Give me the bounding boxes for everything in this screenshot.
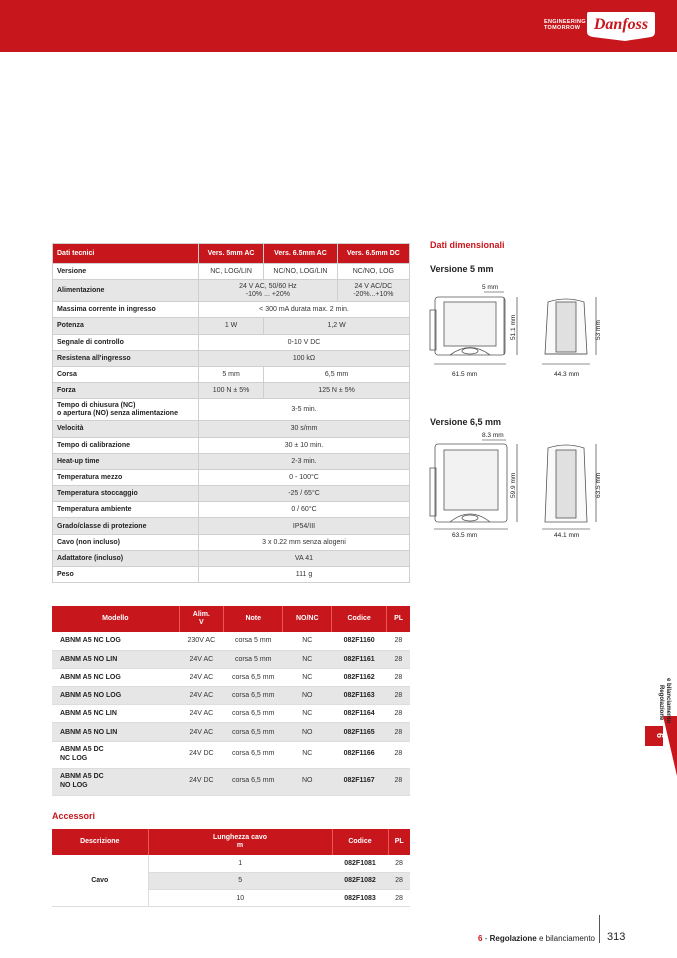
row-label: Cavo (non incluso) xyxy=(53,534,199,550)
table-row xyxy=(52,705,410,723)
cell: 3 x 0.22 mm senza alogeni xyxy=(199,534,410,550)
row-label: Temperatura mezzo xyxy=(53,469,199,485)
header-bar xyxy=(0,0,677,52)
cell: 30 ± 10 min. xyxy=(199,437,410,453)
row-label: Heat-up time xyxy=(53,453,199,469)
model-nonc: NC xyxy=(283,650,332,668)
header-line: m xyxy=(236,842,244,849)
cell: IP54/III xyxy=(199,518,410,534)
model-name: ABNM A5 NO LIN xyxy=(52,723,179,741)
tech-row-potenza xyxy=(53,318,410,334)
tech-data-table xyxy=(52,243,410,583)
drawing-65mm xyxy=(424,428,624,540)
accessories-title: Accessori xyxy=(52,811,96,821)
label-line: o apertura (NO) senza alimentazione xyxy=(57,409,178,417)
model-pl: 28 xyxy=(387,768,410,795)
model-code: 082F1163 xyxy=(332,687,387,705)
tab-label-1: Regolazione xyxy=(658,685,664,721)
model-alim: 24V AC xyxy=(179,723,223,741)
acc-pl: 28 xyxy=(388,890,410,907)
version-65mm-title: Versione 6,5 mm xyxy=(430,417,502,427)
model-nonc: NC xyxy=(283,668,332,686)
table-row xyxy=(52,687,410,705)
model-note: corsa 6,5 mm xyxy=(224,687,283,705)
acc-length: 5 xyxy=(148,872,332,889)
model-name: ABNM A5 NC LOG xyxy=(52,668,179,686)
tech-row-adattatore xyxy=(53,550,410,566)
dim-width-front-5mm: 61.5 mm xyxy=(452,371,478,378)
model-code: 082F1162 xyxy=(332,668,387,686)
acc-pl: 28 xyxy=(388,855,410,872)
acc-length: 1 xyxy=(148,855,332,872)
logo-wordmark: Danfoss xyxy=(593,16,649,33)
row-label: Alimentazione xyxy=(53,280,199,302)
model-pl: 28 xyxy=(387,632,410,650)
model-note: corsa 5 mm xyxy=(224,650,283,668)
cell: 0-10 V DC xyxy=(199,334,410,350)
model-alim: 24V AC xyxy=(179,650,223,668)
row-label: Temperatura stoccaggio xyxy=(53,486,199,502)
row-label: Peso xyxy=(53,567,199,583)
cell: 30 s/mm xyxy=(199,421,410,437)
tech-row-peso xyxy=(53,567,410,583)
cell xyxy=(199,280,338,302)
tech-row-cavo xyxy=(53,534,410,550)
cell xyxy=(337,280,409,302)
model-alim: 24V AC xyxy=(179,668,223,686)
tech-row-resistenza xyxy=(53,350,410,366)
cell: 6,5 mm xyxy=(264,366,410,382)
tab-label-2: e bilanciamento xyxy=(665,678,671,724)
model-code: 082F1161 xyxy=(332,650,387,668)
row-label: Tempo di calibrazione xyxy=(53,437,199,453)
acc-header-pl: PL xyxy=(388,829,410,855)
drawing-5mm xyxy=(424,280,624,380)
model-name: ABNM A5 NO LOG xyxy=(52,687,179,705)
tech-row-forza xyxy=(53,383,410,399)
row-label: Segnale di controllo xyxy=(53,334,199,350)
row-label: Massima corrente in ingresso xyxy=(53,302,199,318)
acc-pl: 28 xyxy=(388,872,410,889)
model-note: corsa 5 mm xyxy=(224,632,283,650)
table-row xyxy=(52,768,410,795)
model-alim: 230V AC xyxy=(179,632,223,650)
tech-row-alimentazione xyxy=(53,280,410,302)
tech-row-segnale xyxy=(53,334,410,350)
model-code: 082F1164 xyxy=(332,705,387,723)
model-pl: 28 xyxy=(387,741,410,768)
tech-row-temp-stoccaggio xyxy=(53,486,410,502)
tech-row-versione xyxy=(53,264,410,280)
tech-row-protezione xyxy=(53,518,410,534)
row-label: Potenza xyxy=(53,318,199,334)
acc-code: 082F1083 xyxy=(332,890,388,907)
tech-row-corrente xyxy=(53,302,410,318)
cell: 2-3 min. xyxy=(199,453,410,469)
models-table xyxy=(52,606,410,796)
model-alim: 24V DC xyxy=(179,768,223,795)
cell: -25 / 65°C xyxy=(199,486,410,502)
table-row xyxy=(52,650,410,668)
model-nonc: NO xyxy=(283,768,332,795)
model-name-line: NO LOG xyxy=(60,781,88,789)
cell: 0 / 60°C xyxy=(199,502,410,518)
tech-row-heatup xyxy=(53,453,410,469)
table-row xyxy=(52,632,410,650)
acc-length: 10 xyxy=(148,890,332,907)
model-name xyxy=(52,768,179,795)
acc-code: 082F1082 xyxy=(332,872,388,889)
row-label: Adattatore (incluso) xyxy=(53,550,199,566)
page-number: 313 xyxy=(607,931,626,943)
tagline-line-2: TOMORROW xyxy=(544,25,581,31)
side-view-5mm xyxy=(545,299,587,354)
tech-header-65ac: Vers. 6.5mm AC xyxy=(264,244,338,264)
row-label: Forza xyxy=(53,383,199,399)
model-note: corsa 6,5 mm xyxy=(224,741,283,768)
cell: NC/NO, LOG xyxy=(337,264,409,280)
table-row xyxy=(52,741,410,768)
dim-width-front-65mm: 63.5 mm xyxy=(452,532,478,539)
models-header-note: Note xyxy=(224,606,283,632)
models-header-modello: Modello xyxy=(52,606,179,632)
row-label: Corsa xyxy=(53,366,199,382)
cell: 125 N ± 5% xyxy=(264,383,410,399)
cell: < 300 mA durata max. 2 min. xyxy=(199,302,410,318)
table-row xyxy=(52,668,410,686)
model-nonc: NC xyxy=(283,705,332,723)
cell: NC/NO, LOG/LIN xyxy=(264,264,338,280)
model-nonc: NC xyxy=(283,632,332,650)
model-name: ABNM A5 NO LIN xyxy=(52,650,179,668)
tech-row-corsa xyxy=(53,366,410,382)
table-row xyxy=(52,723,410,741)
header-line: Alim. xyxy=(192,611,210,618)
models-header-alim xyxy=(179,606,223,632)
model-note: corsa 6,5 mm xyxy=(224,723,283,741)
model-code: 082F1160 xyxy=(332,632,387,650)
row-label: Resistena all'ingresso xyxy=(53,350,199,366)
model-nonc: NO xyxy=(283,687,332,705)
acc-description: Cavo xyxy=(52,855,148,907)
model-note: corsa 6,5 mm xyxy=(224,705,283,723)
dim-width-side-5mm: 44.3 mm xyxy=(554,371,580,378)
tagline-line-1: ENGINEERING xyxy=(544,19,586,25)
row-label: Versione xyxy=(53,264,199,280)
chapter-side-tab[interactable] xyxy=(645,660,677,776)
model-name-line: ABNM A5 DC xyxy=(60,746,104,754)
model-note: corsa 6,5 mm xyxy=(224,768,283,795)
dim-height-side-65mm: 63.5 mm xyxy=(595,472,602,498)
version-5mm-title: Versione 5 mm xyxy=(430,264,494,274)
model-pl: 28 xyxy=(387,723,410,741)
acc-header-lunghezza xyxy=(148,829,332,855)
model-nonc: NC xyxy=(283,741,332,768)
cell: 3-5 min. xyxy=(199,399,410,421)
models-header-pl: PL xyxy=(387,606,410,632)
header-line: V xyxy=(199,619,204,626)
danfoss-logo[interactable] xyxy=(585,10,657,42)
acc-header-codice: Codice xyxy=(332,829,388,855)
cell-line: -20%...+10% xyxy=(353,290,394,298)
model-note: corsa 6,5 mm xyxy=(224,668,283,686)
model-name: ABNM A5 NC LIN xyxy=(52,705,179,723)
accessories-table xyxy=(52,829,410,907)
dim-width-side-65mm: 44.1 mm xyxy=(554,532,580,539)
front-view-5mm xyxy=(430,297,505,355)
footer-divider xyxy=(599,915,600,943)
table-row xyxy=(52,855,410,872)
cell-line: 24 V AC/DC xyxy=(354,282,393,290)
model-code: 082F1166 xyxy=(332,741,387,768)
model-pl: 28 xyxy=(387,668,410,686)
side-view-65mm xyxy=(545,445,587,522)
footer-chapter-rest: e bilanciamento xyxy=(538,934,595,943)
row-label xyxy=(53,399,199,421)
cell: 111 g xyxy=(199,567,410,583)
label-line: Tempo di chiusura (NC) xyxy=(57,401,136,409)
model-nonc: NO xyxy=(283,723,332,741)
model-name-line: ABNM A5 DC xyxy=(60,773,104,781)
models-header-codice: Codice xyxy=(332,606,387,632)
model-name-line: NC LOG xyxy=(60,754,88,762)
cell: 100 N ± 5% xyxy=(199,383,264,399)
cell: NC, LOG/LIN xyxy=(199,264,264,280)
model-alim: 24V AC xyxy=(179,687,223,705)
dimensions-title: Dati dimensionali xyxy=(430,240,505,250)
acc-header-descrizione: Descrizione xyxy=(52,829,148,855)
model-pl: 28 xyxy=(387,687,410,705)
tagline xyxy=(544,19,586,31)
tech-header-label: Dati tecnici xyxy=(53,244,199,264)
dim-top-65mm: 8.3 mm xyxy=(482,432,504,439)
model-alim: 24V DC xyxy=(179,741,223,768)
tech-row-tempo-chiusura xyxy=(53,399,410,421)
row-label: Grado/classe di protezione xyxy=(53,518,199,534)
footer-chapter-bold: Regolazione xyxy=(489,934,537,943)
cell-line: -10% ... +20% xyxy=(245,290,290,298)
model-code: 082F1165 xyxy=(332,723,387,741)
cell-line: 24 V AC, 50/60 Hz xyxy=(239,282,297,290)
dim-top-5mm: 5 mm xyxy=(482,284,499,291)
models-header-nonc: NO/NC xyxy=(283,606,332,632)
cell: 0 - 100°C xyxy=(199,469,410,485)
model-pl: 28 xyxy=(387,650,410,668)
tech-row-velocita xyxy=(53,421,410,437)
tech-row-calibrazione xyxy=(53,437,410,453)
tech-header-5ac: Vers. 5mm AC xyxy=(199,244,264,264)
cell: 100 kΩ xyxy=(199,350,410,366)
footer-sep: - xyxy=(484,934,488,943)
acc-code: 082F1081 xyxy=(332,855,388,872)
footer-chapter xyxy=(478,934,595,943)
model-pl: 28 xyxy=(387,705,410,723)
cell: 1,2 W xyxy=(264,318,410,334)
dim-height-front-5mm: 51.1 mm xyxy=(510,314,517,340)
model-name: ABNM A5 NC LOG xyxy=(52,632,179,650)
model-code: 082F1167 xyxy=(332,768,387,795)
tab-number: 6 xyxy=(655,733,665,739)
row-label: Temperatura ambiente xyxy=(53,502,199,518)
cell: 5 mm xyxy=(199,366,264,382)
model-alim: 24V AC xyxy=(179,705,223,723)
tech-header-65dc: Vers. 6.5mm DC xyxy=(337,244,409,264)
dim-height-front-65mm: 59.9 mm xyxy=(510,472,517,498)
row-label: Velocità xyxy=(53,421,199,437)
tech-row-temp-ambiente xyxy=(53,502,410,518)
header-line: Lunghezza cavo xyxy=(212,834,268,841)
dim-height-side-5mm: 53 mm xyxy=(595,320,602,340)
tech-row-temp-mezzo xyxy=(53,469,410,485)
cell: 1 W xyxy=(199,318,264,334)
model-name xyxy=(52,741,179,768)
cell: VA 41 xyxy=(199,550,410,566)
tab-arrow-shape xyxy=(663,716,677,776)
front-view-65mm xyxy=(430,444,507,522)
footer-chapter-number: 6 xyxy=(478,934,483,943)
